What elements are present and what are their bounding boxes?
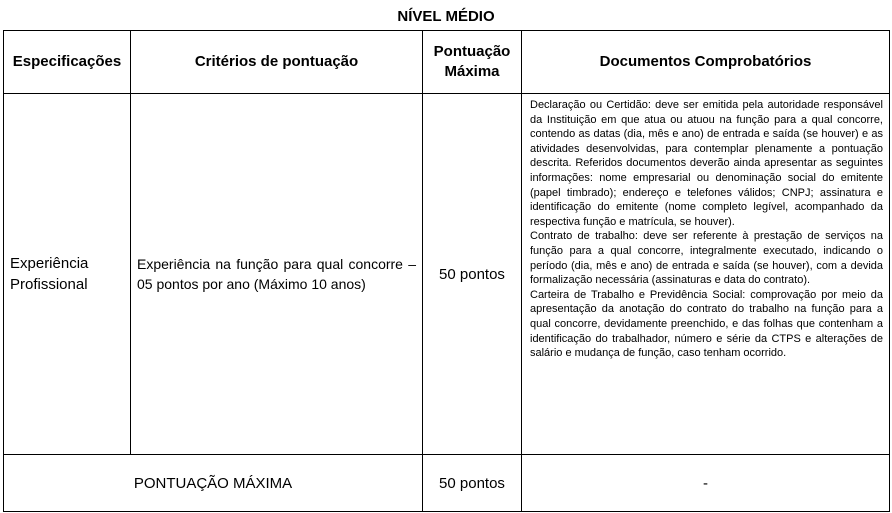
header-max-score <box>423 31 522 94</box>
scoring-table <box>3 30 890 512</box>
total-row <box>4 455 890 512</box>
documents-cell <box>522 94 890 455</box>
doc-ctps: Carteira de Trabalho e Previdência Social: comprovação por meio da apresentação da anotação do contrato do trabalho na função para a qual concorre, devidamente preenchido, e das folhas que contenham a identificação do trabalhador, número e série da CTPS e alterações de salário e mudança de função, caso tenham ocorrido. <box>530 288 883 360</box>
header-criteria: Critérios de pontuação <box>131 31 423 94</box>
spec-cell: Experiência Profissional <box>4 94 131 455</box>
total-label: PONTUAÇÃO MÁXIMA <box>4 455 423 512</box>
header-row <box>4 31 890 94</box>
header-documents: Documentos Comprobatórios <box>522 31 890 94</box>
total-points: 50 pontos <box>423 455 522 512</box>
table-row <box>4 94 890 455</box>
table-title: NÍVEL MÉDIO <box>397 8 495 25</box>
doc-declaration: Declaração ou Certidão: deve ser emitida pela autoridade responsável da Instituição em que atua ou atuou na função para a qual concorre, contendo as datas (dia, mês e ano) de entrada e saída (se houver) e as atividades desenvolvidas, para contemplar plenamente a pontuação descrita. Referidos documentos deverão ainda apresentar as seguintes informações: nome empresarial ou denominação social do emitente (papel timbrado); endereço e telefones válidos; CNPJ; assinatura e identificação do emitente (nome completo legível, acompanhado da respectiva função e matrícula, se houver). <box>530 99 883 228</box>
criteria-cell: Experiência na função para qual concorre – 05 pontos por ano (Máximo 10 anos) <box>131 94 423 455</box>
header-max-score-line1: Pontuação <box>433 43 511 60</box>
header-specifications: Especificações <box>4 31 131 94</box>
points-cell: 50 pontos <box>423 94 522 455</box>
doc-contract: Contrato de trabalho: deve ser referente à prestação de serviços na função para a qual concorre, integralmente executado, indicando o período (dia, mês e ano) de entrada e saída (se houver), com a devida formalização necessária (assinaturas e data do contrato). <box>530 230 883 287</box>
total-docs: - <box>522 455 890 512</box>
header-max-score-line2: Máxima <box>444 63 500 80</box>
